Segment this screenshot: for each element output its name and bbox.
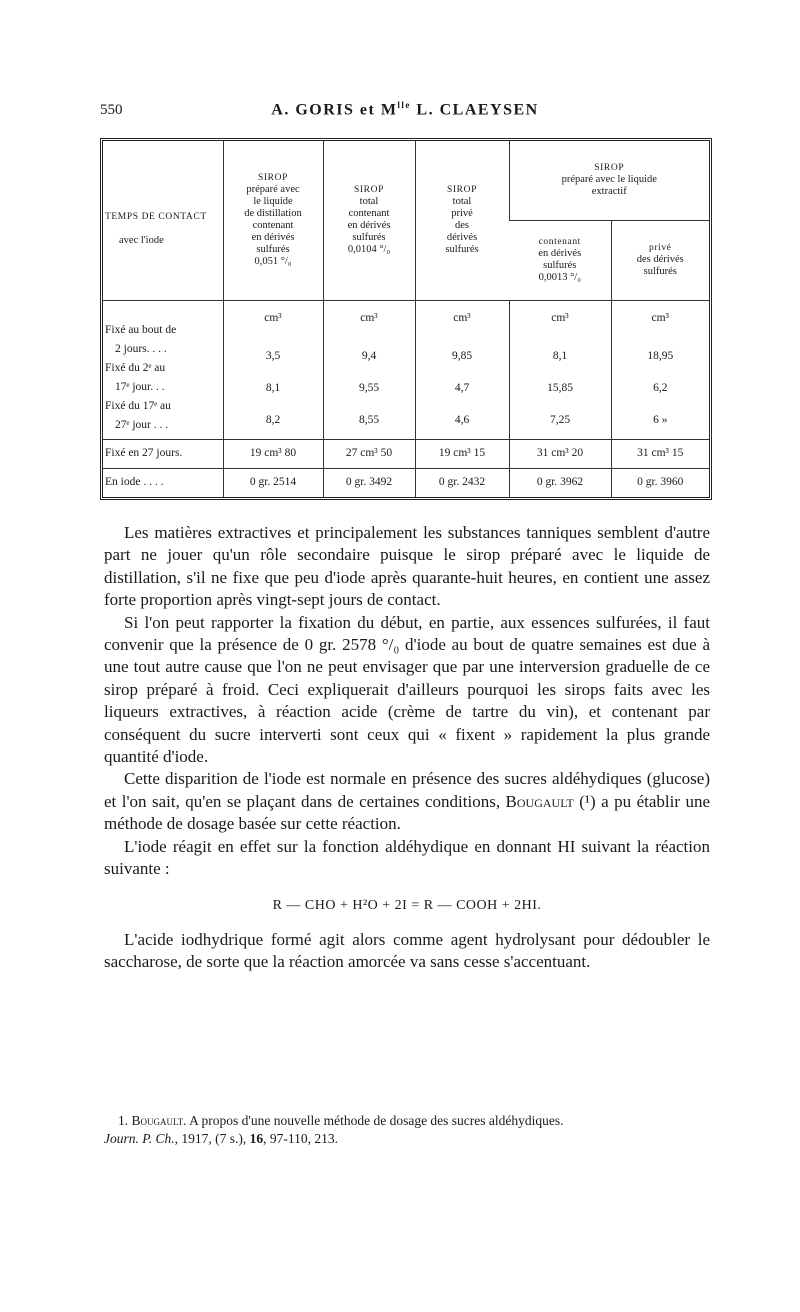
iode-row-label: En iode . . . . bbox=[103, 468, 223, 497]
col3-header-line: total bbox=[359, 195, 379, 207]
col3-header-line: en dérivés bbox=[347, 219, 391, 231]
footnote-text: . A propos d'une nouvelle méthode de dosage des sucres aldéhydiques. bbox=[183, 1113, 564, 1128]
col4-header-line: privé bbox=[451, 207, 473, 219]
col2-values bbox=[223, 301, 323, 440]
total-value: 27 cm³ 50 bbox=[323, 440, 415, 469]
group-header-line: préparé avec le liquide bbox=[561, 174, 657, 186]
col-group-header-extractive bbox=[509, 141, 709, 221]
iode-value: 0 gr. 2432 bbox=[415, 468, 509, 497]
col4-header-line: des bbox=[455, 219, 469, 231]
table-cell-value: 4,6 bbox=[454, 414, 470, 427]
col5-values bbox=[509, 301, 611, 440]
table-cell-value: 7,25 bbox=[549, 414, 571, 427]
paragraph-4: L'iode réagit en effet sur la fonction aldéhydique en donnant HI suivant la réaction suivante : bbox=[104, 836, 710, 879]
col-header-time bbox=[103, 141, 223, 301]
footnote-author: Bougault bbox=[131, 1113, 184, 1128]
col3-header-line: sulfurés bbox=[352, 232, 386, 244]
col-header-extractive-no-sulfur bbox=[611, 221, 709, 301]
col-header-time-line2: avec l'iode bbox=[119, 234, 164, 246]
col2-header-line: de distillation bbox=[244, 207, 302, 219]
footnote-number: 1. bbox=[118, 1113, 132, 1128]
row-label-2a: Fixé du 2ᵉ au bbox=[105, 362, 166, 375]
col6-values bbox=[611, 301, 709, 440]
table-cell-value: 9,4 bbox=[361, 350, 377, 363]
table-cell-value: 8,2 bbox=[265, 414, 281, 427]
col3-values bbox=[323, 301, 415, 440]
row-label-2b: 17ᵉ jour. . . bbox=[115, 381, 165, 394]
page-number: 550 bbox=[100, 102, 123, 118]
page-header bbox=[100, 100, 710, 124]
col2-header-line: SIROP bbox=[258, 172, 288, 183]
total-row-label: Fixé en 27 jours. bbox=[103, 440, 223, 469]
equation: R — CHO + H²O + 2I = R — COOH + 2HI. bbox=[272, 897, 542, 913]
group-header-line: SIROP bbox=[594, 163, 625, 174]
unit-label: cm³ bbox=[264, 312, 282, 325]
col-header-total-sulfur bbox=[323, 141, 415, 301]
total-value: 31 cm³ 20 bbox=[509, 440, 611, 469]
row-labels-cell bbox=[103, 301, 223, 440]
col6-header-line: sulfurés bbox=[643, 266, 677, 278]
col-header-total-no-sulfur bbox=[415, 141, 509, 301]
iodine-fixation-table bbox=[103, 141, 709, 497]
col3-header-line: 0,0104 °/₀ bbox=[347, 244, 391, 256]
table-cell-value: 8,1 bbox=[552, 350, 568, 363]
paragraph-1: Les matières extractives et principalement les substances tanniques semblent d'autre part ne jouer qu'un rôle secondaire puisque le sirop préparé avec le liquide de distillation, s'il ne fixe que peu d'iode après quarante-huit heures, en contient une assez forte proportion après vingt-sept jours de contact. bbox=[104, 523, 710, 610]
col4-header-line: SIROP bbox=[447, 184, 477, 195]
col-header-distillation bbox=[223, 141, 323, 301]
table-cell-value: 8,55 bbox=[358, 414, 380, 427]
group-header-line: extractif bbox=[591, 186, 627, 198]
unit-label: cm³ bbox=[360, 312, 378, 325]
data-table bbox=[100, 138, 712, 500]
footnote-pages: , 97-110, 213. bbox=[263, 1131, 339, 1146]
col2-header-line: en dérivés bbox=[251, 232, 295, 244]
col5-header-line: 0,0013 °/₀ bbox=[538, 272, 581, 284]
table-cell-value: 15,85 bbox=[547, 382, 573, 395]
running-title bbox=[100, 100, 710, 119]
row-label-3a: Fixé du 17ᵉ au bbox=[105, 400, 171, 413]
footnote bbox=[104, 1112, 710, 1148]
table-cell-value: 9,55 bbox=[358, 382, 380, 395]
col3-header-line: SIROP bbox=[354, 184, 384, 195]
row-label-1b: 2 jours. . . . bbox=[115, 343, 167, 356]
paragraph-3-start: Cette disparition de l'iode est normale en présence des sucres aldéhydiques (glucose) et l'on sait, qu'en se plaçant dans de certaines conditions, bbox=[104, 769, 710, 811]
iode-value: 0 gr. 3492 bbox=[323, 468, 415, 497]
iode-value: 0 gr. 3960 bbox=[611, 468, 709, 497]
total-value: 19 cm³ 80 bbox=[223, 440, 323, 469]
col2-header-line: sulfurés bbox=[256, 244, 290, 256]
author-name: Bougault bbox=[505, 791, 574, 811]
unit-label: cm³ bbox=[453, 312, 471, 325]
total-value: 19 cm³ 15 bbox=[415, 440, 509, 469]
col2-header-line: le liquide bbox=[253, 195, 293, 207]
row-label-3b: 27ᵉ jour . . . bbox=[115, 419, 169, 432]
running-title-sup: lle bbox=[397, 100, 411, 110]
paragraph-2: Si l'on peut rapporter la fixation du début, en partie, aux essences sulfurées, il faut convenir que la présence de 0 gr. 2578 °/₀ d'iode au bout de quatre semaines est due à une tout autre cause que l'on ne peut envisager que par une interversion graduelle de ce sirop préparé à froid. Ceci expliquerait d'ailleurs pourquoi les sirops faits avec les liqueurs extractives, à réaction acide (crème de tartre du vin), et contenant par conséquent du sucre interverti sont ceux qui « fixent » rapidement la plus grande quantité d'iode. bbox=[104, 612, 710, 767]
col4-header-line: dérivés bbox=[446, 232, 478, 244]
col5-header-line: en dérivés bbox=[538, 248, 582, 260]
col6-header-line: des dérivés bbox=[636, 254, 684, 266]
paragraph-3 bbox=[104, 768, 710, 835]
table-cell-value: 9,85 bbox=[451, 350, 473, 363]
iode-row bbox=[103, 468, 709, 497]
col3-header-line: contenant bbox=[348, 207, 390, 219]
running-title-end: L. CLAEYSEN bbox=[410, 101, 539, 119]
table-cell-value: 6,2 bbox=[653, 382, 668, 395]
iode-value: 0 gr. 2514 bbox=[223, 468, 323, 497]
running-title-start: A. GORIS et M bbox=[271, 101, 398, 119]
col-header-extractive-sulfur bbox=[509, 221, 611, 301]
unit-label: cm³ bbox=[551, 312, 569, 325]
paragraph-3-end: a pu établir une méthode de dosage basée sur cette réaction. bbox=[104, 791, 710, 834]
col2-header-line: préparé avec bbox=[246, 183, 300, 195]
col4-header-line: total bbox=[452, 195, 472, 207]
table-cell-value: 6 » bbox=[653, 414, 668, 427]
table-cell-value: 3,5 bbox=[265, 350, 281, 363]
table-cell-value: 18,95 bbox=[647, 350, 674, 363]
unit-label: cm³ bbox=[651, 312, 669, 325]
footnote-details: , 1917, (7 s.), bbox=[174, 1131, 250, 1146]
footnote-volume: 16 bbox=[249, 1131, 264, 1146]
body-text bbox=[104, 522, 710, 974]
col4-values bbox=[415, 301, 509, 440]
table-cell-value: 4,7 bbox=[454, 382, 470, 395]
footnote-ref: (¹) bbox=[573, 791, 596, 811]
col5-header-line: contenant bbox=[538, 237, 581, 248]
col6-header-line: privé bbox=[648, 243, 672, 254]
col2-header-line: contenant bbox=[252, 219, 294, 231]
col5-header-line: sulfurés bbox=[543, 260, 577, 272]
iode-value: 0 gr. 3962 bbox=[509, 468, 611, 497]
col-header-time-line1: TEMPS DE CONTACT bbox=[105, 212, 207, 223]
footnote-journal: Journ. P. Ch. bbox=[104, 1131, 175, 1146]
total-row bbox=[103, 440, 709, 469]
total-value: 31 cm³ 15 bbox=[611, 440, 709, 469]
col4-header-line: sulfurés bbox=[445, 244, 479, 256]
row-label-1a: Fixé au bout de bbox=[105, 324, 177, 337]
table-cell-value: 8,1 bbox=[265, 382, 281, 395]
paragraph-5: L'acide iodhydrique formé agit alors comme agent hydrolysant pour dédoubler le saccharose, de sorte que la réaction amorcée va sans cesse s'accentuant. bbox=[104, 929, 710, 972]
col2-header-line: 0,051 °/₀ bbox=[254, 256, 292, 268]
